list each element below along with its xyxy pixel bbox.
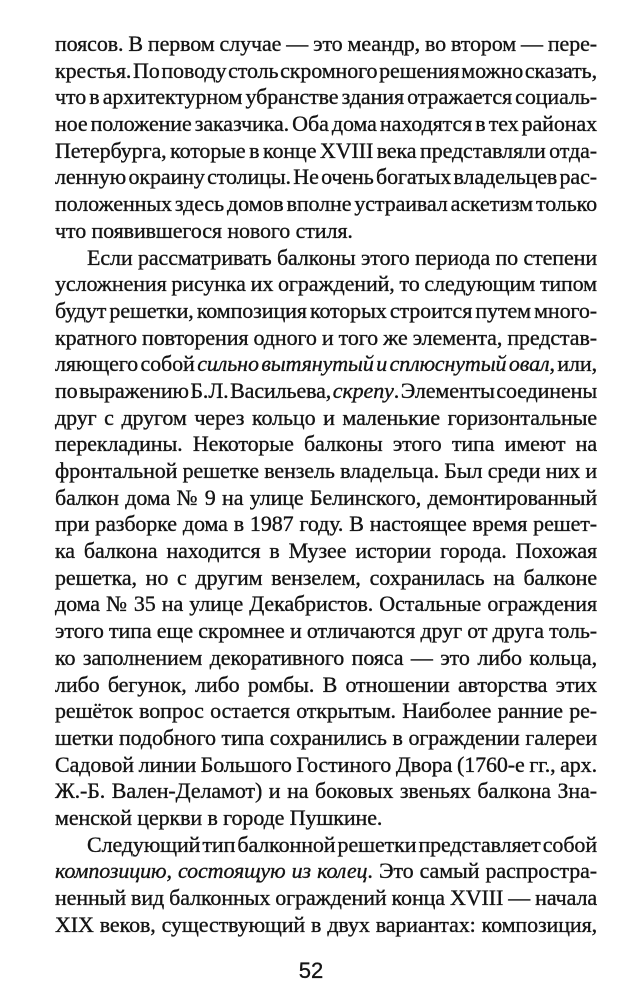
text-line: [55, 58, 597, 85]
text-run: ненный вид балконных ограждений конца XVIII — начала: [55, 885, 597, 910]
text-run: ленную окраину столицы. Не очень богатых владельцев рас-: [55, 164, 597, 190]
text-run: этого типа еще скромнее и отличаются друг от друга толь-: [55, 618, 597, 644]
text-line: [55, 511, 597, 538]
text-run: усложнения рисунка их ограждений, то следующим типом: [55, 271, 597, 297]
text-run: Следующий тип балконной решетки представляет собой: [87, 831, 597, 857]
text-line: [55, 111, 597, 138]
text-run: менской церкви в городе Пушкине.: [55, 804, 383, 830]
text-line: [55, 298, 597, 325]
page-number: 52: [298, 958, 324, 983]
text-line: [55, 485, 597, 512]
body-text: [55, 31, 597, 938]
text-line: [55, 885, 597, 912]
text-line: [55, 752, 597, 779]
italic-phrase: сильно вытянутый и сплюснутый овал: [197, 351, 550, 377]
text-run: . Это самый распростра-: [367, 858, 597, 884]
text-line: [55, 832, 597, 859]
text-line: [55, 351, 597, 378]
text-line: [55, 538, 597, 565]
text-line: [55, 325, 597, 352]
text-run: по выражению Б.Л. Васильева,: [55, 377, 333, 403]
text-line: [55, 405, 597, 432]
text-line: [55, 565, 597, 592]
text-run: друг с другом через кольцо и маленькие горизонтальные: [55, 404, 597, 430]
text-line: [55, 378, 597, 405]
text-line: [55, 858, 597, 885]
text-run: перекладины. Некоторые балконы этого типа имеют на: [55, 431, 597, 457]
text-run: Садовой линии Большого Гостиного Двора (1760-е гг., арх.: [55, 751, 597, 777]
text-run: при разборке дома в 1987 году. В настоящее время решет-: [55, 511, 597, 537]
text-line: [55, 218, 597, 245]
text-line: [55, 698, 597, 725]
text-line: [55, 431, 597, 458]
text-line: [55, 645, 597, 672]
italic-phrase: композицию, состоящую из колец: [55, 858, 368, 884]
text-line: [55, 271, 597, 298]
text-line: [55, 245, 597, 272]
text-line: [55, 725, 597, 752]
paragraph: [55, 31, 597, 245]
text-line: [55, 31, 597, 58]
text-run: Ж.-Б. Вален-Деламот) и на боковых звеньях балкона Зна-: [55, 778, 597, 804]
text-line: [55, 618, 597, 645]
text-line: [55, 672, 597, 699]
text-run: решёток вопрос остается открытым. Наиболее ранние ре-: [55, 698, 597, 724]
text-run: балкон дома № 9 на улице Белинского, демонтированный: [55, 484, 597, 510]
text-run: ляющего собой: [55, 351, 198, 377]
text-line: [55, 191, 597, 218]
text-run: поясов. В первом случае — это меандр, во втором — пере-: [55, 31, 597, 56]
text-line: [55, 164, 597, 191]
text-run: фронтальной решетке вензель владельца. Был среди них и: [55, 458, 597, 483]
text-run: , или,: [549, 351, 598, 377]
text-line: [55, 805, 597, 832]
text-run: ко заполнением декоративного пояса — это либо кольца,: [55, 644, 597, 670]
text-line: [55, 84, 597, 111]
text-run: либо бегунок, либо ромбы. В отношении авторства этих: [55, 671, 597, 697]
text-line: [55, 912, 597, 939]
text-run: дома № 35 на улице Декабристов. Остальные ограждения: [55, 591, 597, 617]
italic-phrase: скрепу: [332, 377, 394, 403]
text-run: кратного повторения одного и того же элемента, представ-: [55, 324, 597, 350]
text-run: Петербурга, которые в конце XVIII века представляли отда-: [55, 137, 597, 163]
text-line: [55, 778, 597, 805]
paragraph: [55, 245, 597, 832]
text-line: [55, 458, 597, 485]
text-run: положенных здесь домов вполне устраивал аскетизм только: [55, 191, 597, 217]
text-run: что появившегося нового стиля.: [55, 217, 353, 243]
text-run: будут решетки, композиция которых строится путем много-: [55, 297, 597, 323]
text-line: [55, 138, 597, 165]
text-run: шетки подобного типа сохранились в ограждении галереи: [55, 724, 597, 750]
text-run: ное положение заказчика. Оба дома находятся в тех районах: [55, 111, 597, 137]
text-run: ка балкона находится в Музее истории города. Похожая: [55, 538, 597, 564]
text-line: [55, 591, 597, 618]
text-run: Если рассматривать балконы этого периода по степени: [87, 244, 597, 270]
text-run: что в архитектурном убранстве здания отражается социаль-: [55, 84, 597, 110]
paragraph: [55, 832, 597, 939]
text-run: . Элементы соединены: [393, 377, 597, 403]
text-run: решетка, но с другим вензелем, сохранилась на балконе: [55, 564, 597, 590]
text-run: крестья. По поводу столь скромного решения можно сказать,: [55, 57, 597, 83]
text-run: XIX веков, существующий в двух вариантах: композиция,: [55, 911, 597, 937]
